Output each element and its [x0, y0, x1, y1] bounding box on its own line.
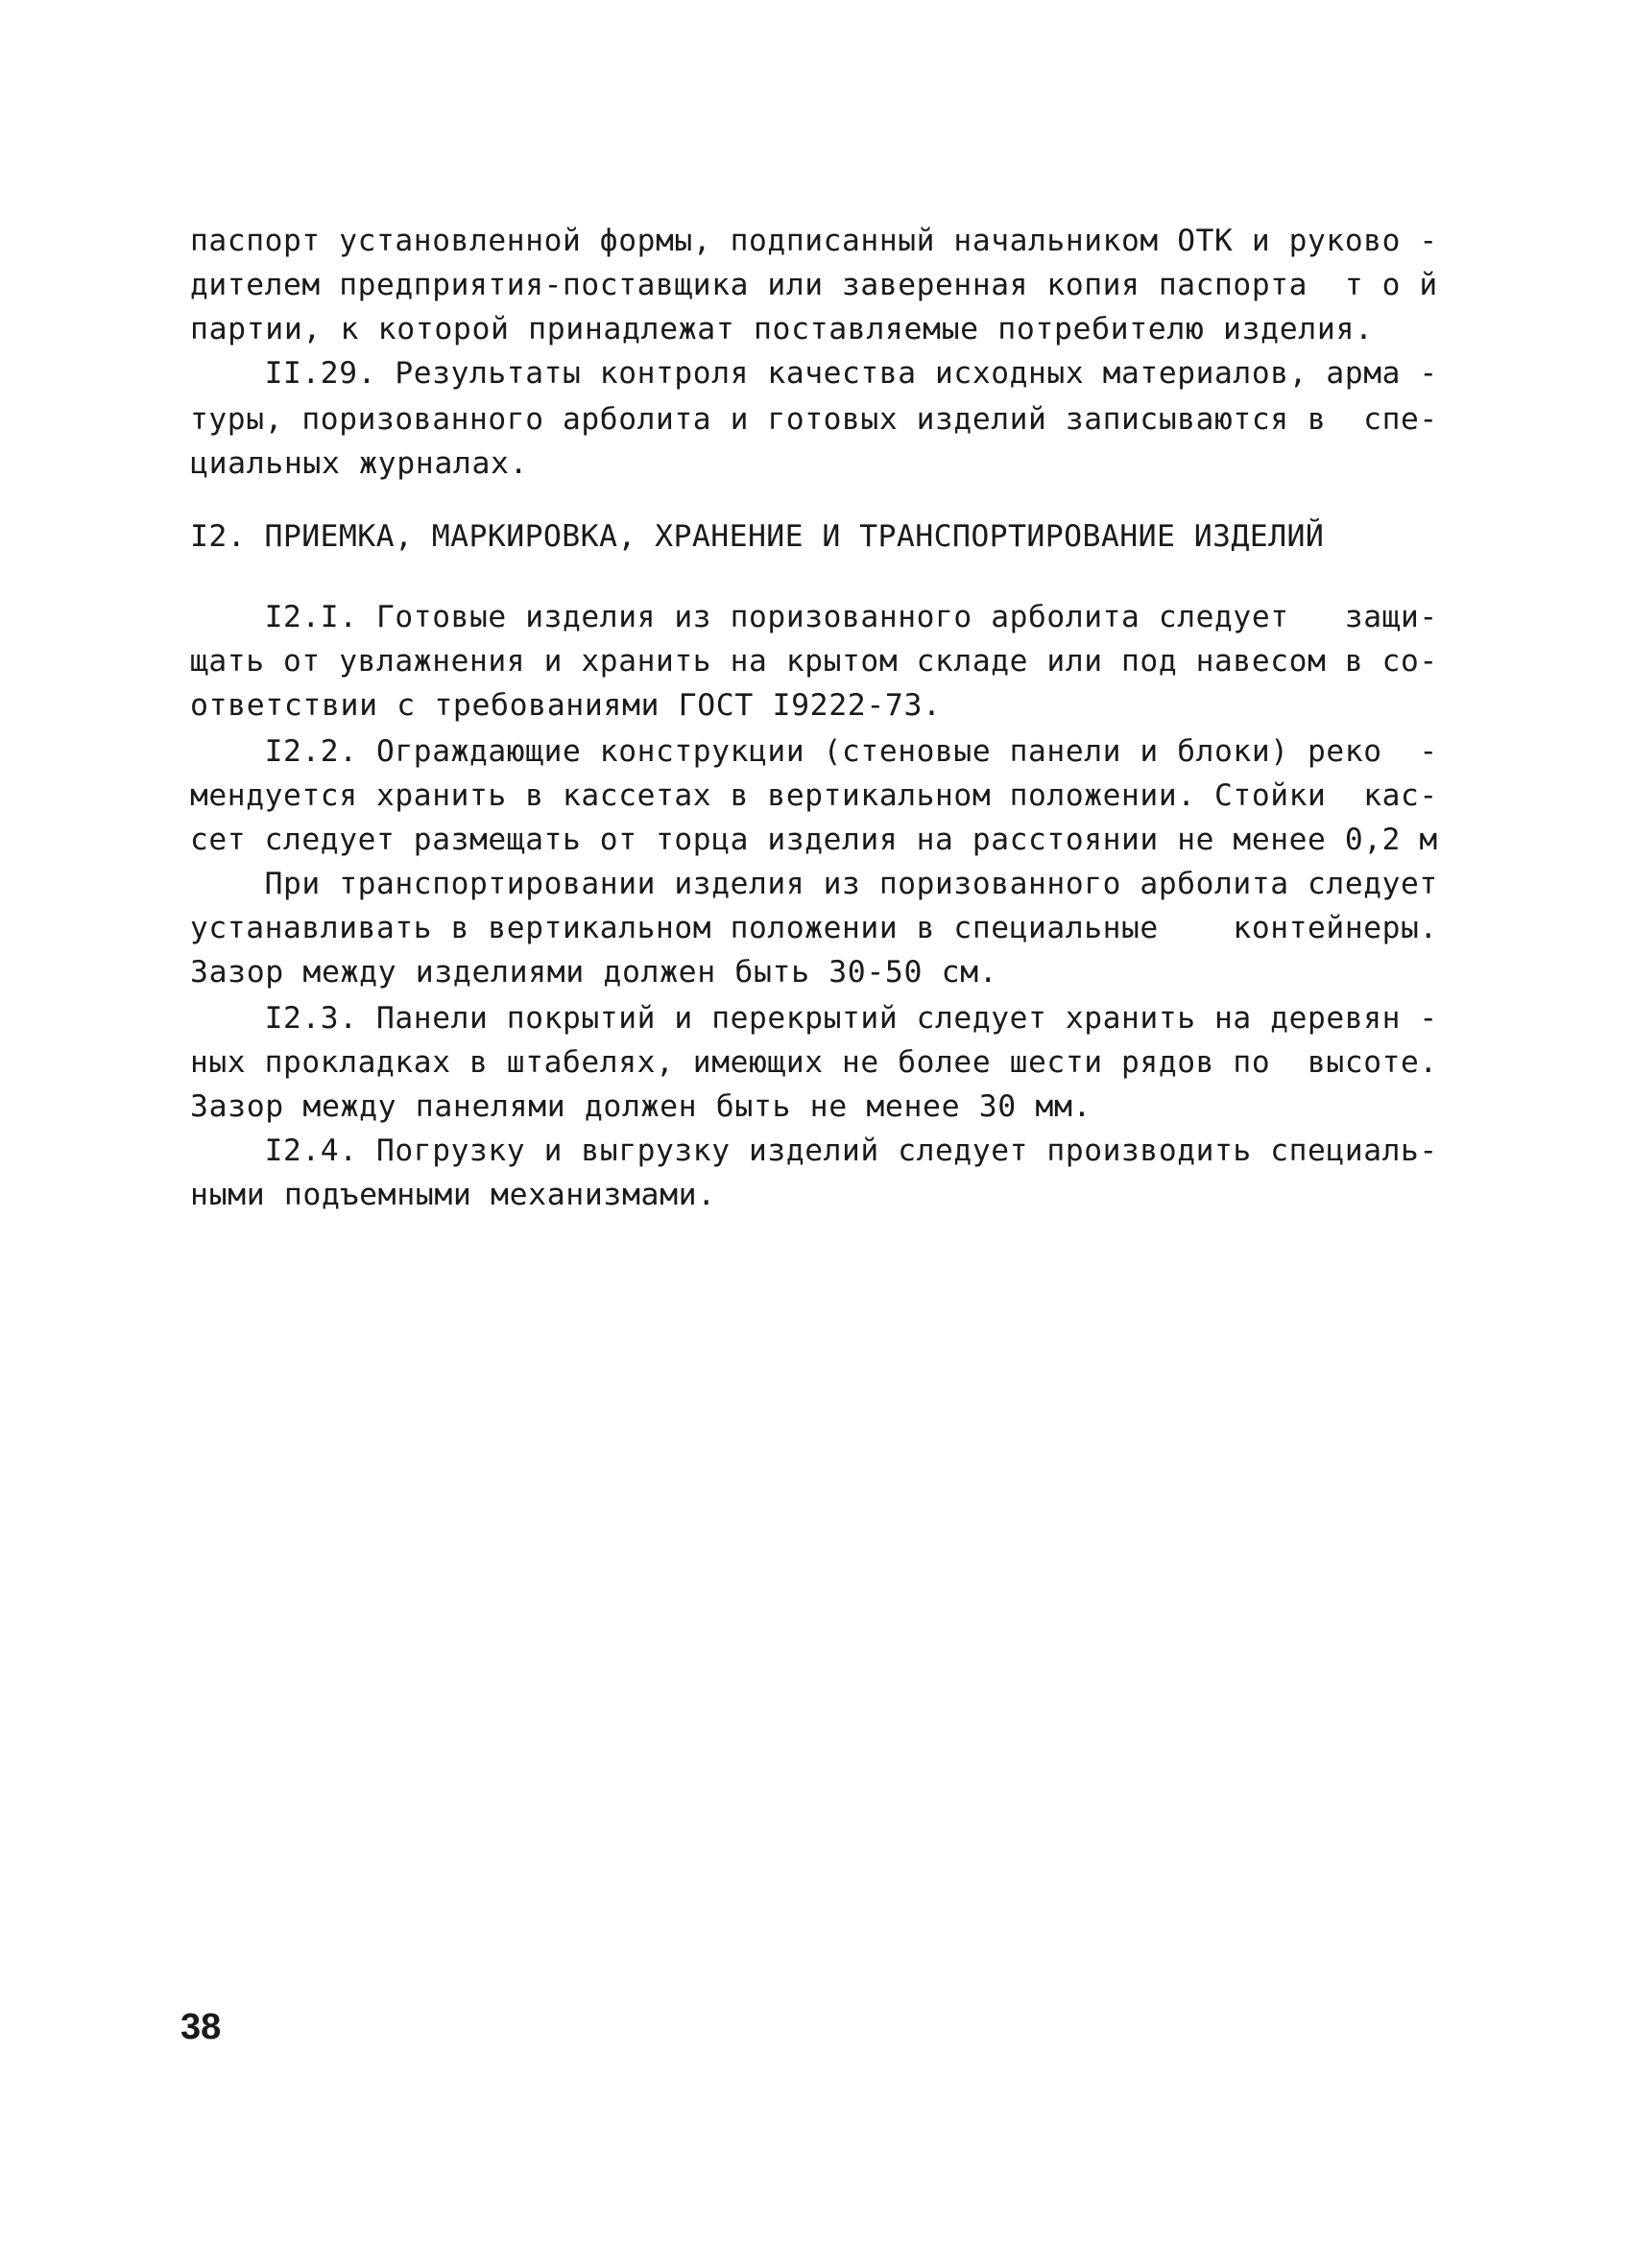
text-line: I2.2. Ограждающие конструкции (стеновые панели и блоки) реко - — [190, 734, 1438, 769]
text-line: Зазор между изделиями должен быть 30-50 см. — [190, 955, 998, 990]
text-line: II.29. Результаты контроля качества исходных материалов, арма - — [190, 356, 1438, 391]
text-line: ными подъемными механизмами. — [190, 1178, 716, 1212]
page-number: 38 — [180, 2007, 222, 2047]
text-line: I2.4. Погрузку и выгрузку изделий следует производить специаль- — [190, 1134, 1438, 1168]
text-line: паспорт установленной формы, подписанный начальником ОТК и руково - — [190, 224, 1438, 258]
text-line: щать от увлажнения и хранить на крытом складе или под навесом в со- — [190, 644, 1438, 679]
text-line: Зазор между панелями должен быть не менее 30 мм. — [190, 1089, 1092, 1124]
text-line: При транспортировании изделия из поризованного арболита следует — [190, 867, 1438, 901]
text-line: I2.I. Готовые изделия из поризованного арболита следует защи- — [190, 600, 1438, 634]
text-line: сет следует размещать от торца изделия на расстоянии не менее 0,2 м — [190, 823, 1438, 857]
text-line: устанавливать в вертикальном положении в специальные контейнеры. — [190, 911, 1438, 945]
text-line: ответствии с требованиями ГОСТ I9222-73. — [190, 688, 942, 723]
text-line: циальных журналах. — [190, 446, 529, 481]
text-line: туры, поризованного арболита и готовых изделий записываются в спе- — [190, 402, 1438, 437]
text-line: дителем предприятия-поставщика или заверенная копия паспорта т о й — [190, 268, 1438, 302]
text-line: партии, к которой принадлежат поставляемые потребителю изделия. — [190, 312, 1374, 346]
text-line: ных прокладках в штабелях, имеющих не более шести рядов по высоте. — [190, 1045, 1438, 1080]
text-line: мендуется хранить в кассетах в вертикальном положении. Стойки кас- — [190, 778, 1438, 813]
section-heading: I2. ПРИЕМКА, МАРКИРОВКА, ХРАНЕНИЕ И ТРАНСПОРТИРОВАНИЕ ИЗДЕЛИЙ — [190, 519, 1325, 554]
text-line: I2.3. Панели покрытий и перекрытий следует хранить на деревян - — [190, 1001, 1438, 1036]
